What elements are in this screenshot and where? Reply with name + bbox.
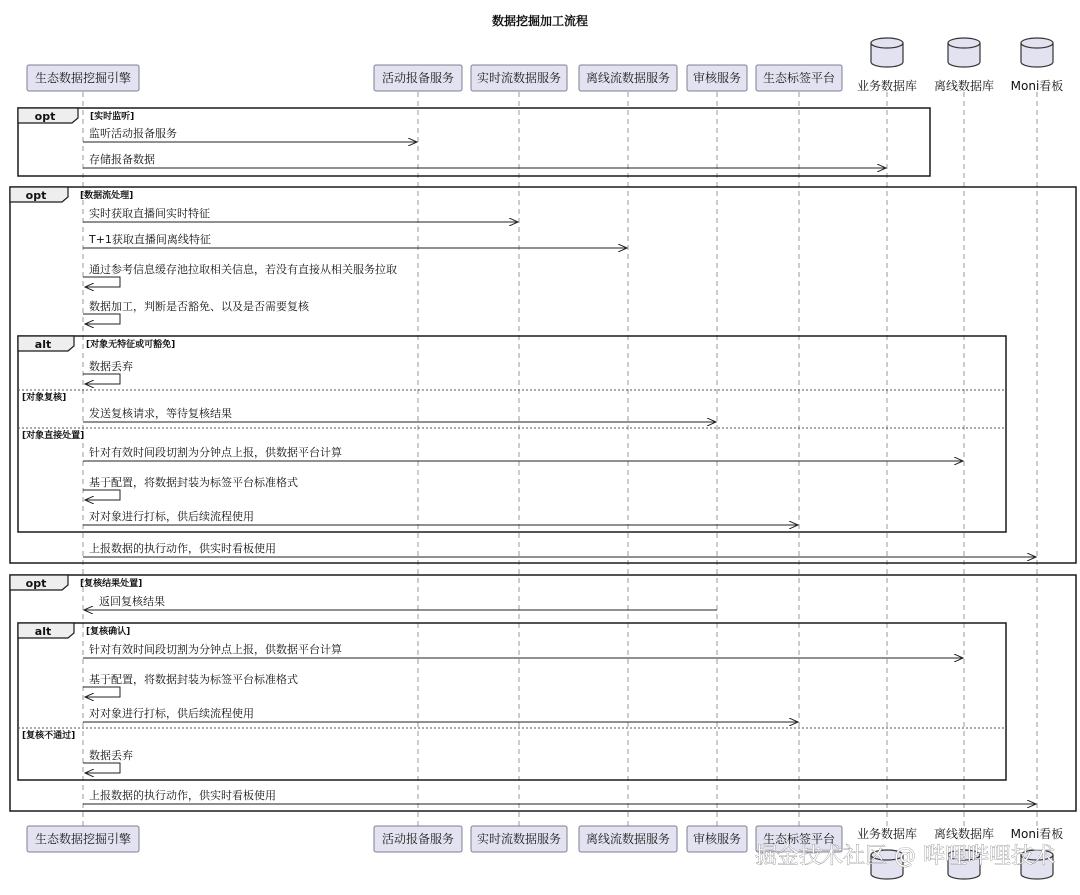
message-label: 监听活动报备服务 [89, 127, 177, 140]
fragment-operator: opt [34, 110, 56, 123]
message-label: 针对有效时间段切割为分钟点上报，供数据平台计算 [89, 446, 342, 459]
message-1 [83, 152, 886, 168]
database-icon-offdb-top [948, 38, 980, 67]
message-label: 基于配置，将数据封装为标签平台标准格式 [89, 476, 298, 489]
participant-label-bizdb-bottom: 业务数据库 [856, 827, 918, 841]
self-message-arrow [83, 490, 120, 500]
self-message-arrow [83, 314, 120, 324]
message-16 [83, 748, 133, 773]
else-guard: [复核不通过] [22, 731, 76, 741]
fragment-guard: [复核确认] [86, 627, 131, 637]
self-message-arrow [83, 687, 120, 697]
participant-label-offdb-top: 离线数据库 [933, 79, 995, 93]
watermark: 掘金技术社区 @ 哔哩哔哩技术 [755, 844, 1055, 869]
message-label: 对对象进行打标，供后续流程使用 [89, 707, 254, 720]
else-guard: [对象复核] [22, 393, 67, 403]
message-label: 返回复核结果 [99, 595, 165, 608]
message-3 [83, 232, 627, 248]
participant-label-realtime-bottom: 实时流数据服务 [476, 832, 562, 846]
self-message-arrow [83, 374, 120, 384]
message-6 [83, 359, 133, 384]
message-13 [83, 642, 963, 658]
message-10 [83, 509, 798, 525]
message-0 [83, 126, 417, 142]
message-15 [83, 706, 798, 722]
participant-label-moni-bottom: Moni看板 [1010, 827, 1064, 841]
fragment-operator: opt [25, 189, 47, 202]
message-14 [83, 672, 298, 697]
message-9 [83, 475, 298, 500]
participant-label-activity-top: 活动报备服务 [381, 71, 455, 85]
message-8 [83, 445, 963, 461]
message-label: 针对有效时间段切割为分钟点上报，供数据平台计算 [89, 643, 342, 656]
participant-label-tag-top: 生态标签平台 [762, 71, 836, 85]
fragment-guard: [对象无特征或可豁免] [86, 340, 176, 350]
fragment-guard: [数据流处理] [80, 191, 134, 201]
message-label: 上报数据的执行动作，供实时看板使用 [89, 789, 276, 802]
fragment-operator: alt [34, 625, 52, 638]
message-label: 发送复核请求，等待复核结果 [89, 407, 232, 420]
fragment-operator: alt [34, 338, 52, 351]
participant-label-engine-bottom: 生态数据挖掘引擎 [34, 832, 132, 846]
message-label: T+1获取直播间离线特征 [89, 233, 211, 246]
participant-label-offline-bottom: 离线流数据服务 [585, 832, 671, 846]
message-label: 数据丢弃 [89, 749, 133, 762]
message-17 [83, 788, 1036, 804]
message-4 [83, 262, 397, 287]
message-12 [84, 594, 717, 610]
message-2 [83, 206, 518, 222]
participant-label-audit-bottom: 审核服务 [692, 832, 742, 846]
database-icon-bizdb-top [871, 38, 903, 67]
fragment-operator: opt [25, 577, 47, 590]
diagram-title: 数据挖掘加工流程 [491, 14, 589, 28]
participant-label-engine-top: 生态数据挖掘引擎 [34, 71, 132, 85]
fragment-alt-2 [18, 336, 1006, 532]
participant-label-tag-bottom: 生态标签平台 [762, 832, 836, 846]
participant-label-activity-bottom: 活动报备服务 [381, 832, 455, 846]
participant-label-moni-top: Moni看板 [1010, 79, 1064, 93]
message-5 [83, 299, 310, 324]
participant-label-bizdb-top: 业务数据库 [856, 79, 918, 93]
message-label: 对对象进行打标，供后续流程使用 [89, 510, 254, 523]
else-guard: [对象直接处置] [22, 431, 85, 441]
message-label: 基于配置，将数据封装为标签平台标准格式 [89, 673, 298, 686]
message-label: 实时获取直播间实时特征 [89, 207, 210, 220]
fragment-guard: [复核结果处置] [80, 579, 143, 589]
message-11 [83, 541, 1036, 557]
message-7 [83, 406, 716, 422]
message-label: 存储报备数据 [89, 153, 155, 166]
message-label: 通过参考信息缓存池拉取相关信息，若没有直接从相关服务拉取 [89, 263, 397, 276]
participant-label-realtime-top: 实时流数据服务 [476, 71, 562, 85]
participant-label-offline-top: 离线流数据服务 [585, 71, 671, 85]
self-message-arrow [83, 763, 120, 773]
message-label: 数据丢弃 [89, 360, 133, 373]
fragment-guard: [实时监听] [90, 112, 135, 122]
participant-label-audit-top: 审核服务 [692, 71, 742, 85]
message-label: 数据加工，判断是否豁免、以及是否需要复核 [89, 300, 309, 313]
participant-label-offdb-bottom: 离线数据库 [933, 827, 995, 841]
self-message-arrow [83, 277, 120, 287]
database-icon-moni-top [1021, 38, 1053, 67]
message-label: 上报数据的执行动作，供实时看板使用 [89, 542, 276, 555]
